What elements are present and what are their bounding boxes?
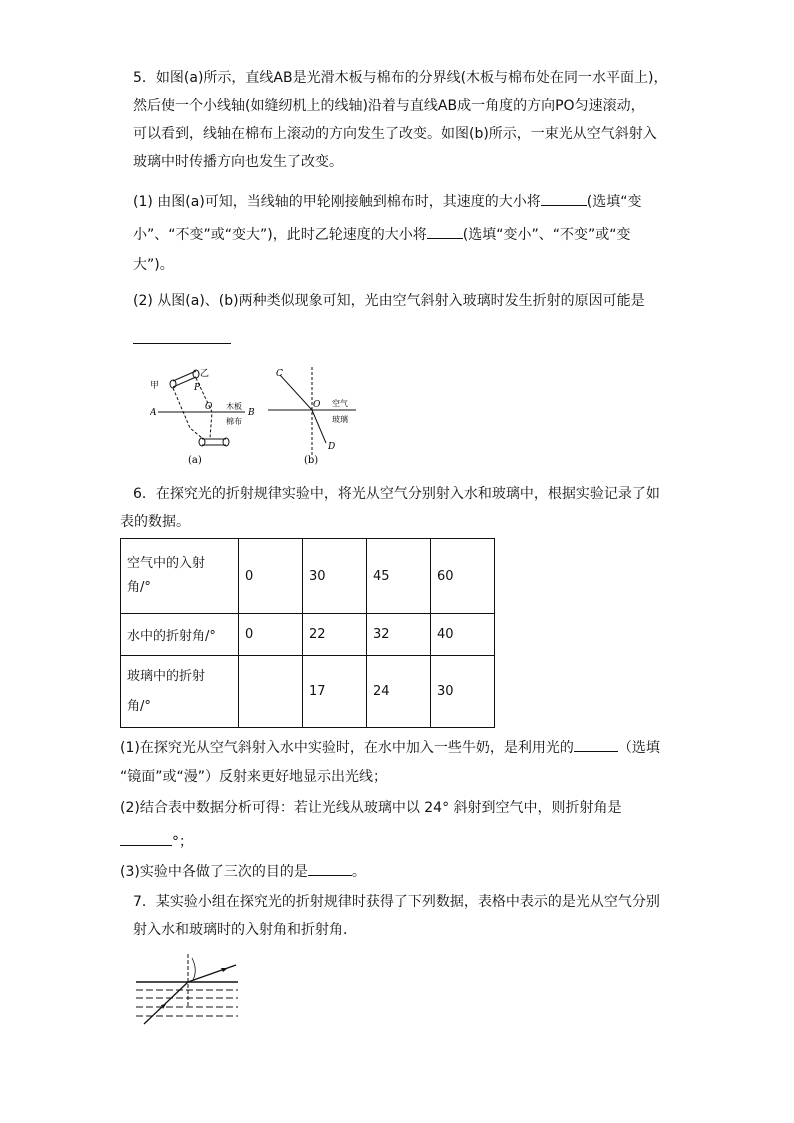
fig-a-label-mianbu: 棉布 — [226, 417, 242, 426]
q5-part1-line3: 大”)。 — [133, 257, 174, 273]
q6-part2-line1: (2)结合表中数据分析可得：若让光线从玻璃中以 24° 斜射到空气中，则折射角是 — [120, 800, 622, 816]
q6-part3 — [120, 860, 366, 882]
fig-a-label-jia: 甲 — [150, 381, 160, 391]
q7-line-1: 7．某实验小组在探究光的折射规律时获得了下列数据，表格中表示的是光从空气分别 — [133, 894, 660, 910]
fig-a-label-B: B — [248, 408, 255, 418]
table-cell: 60 — [431, 539, 495, 614]
q6-blank-3[interactable] — [308, 860, 352, 876]
q5-line-4: 玻璃中时传播方向也发生了改变。 — [133, 154, 343, 170]
figure-q7-refraction — [130, 952, 245, 1027]
table-cell: 30 — [303, 539, 367, 614]
refraction-data-table — [120, 538, 495, 728]
table-row — [121, 656, 495, 728]
q6-line-1: 6．在探究光的折射规律实验中，将光从空气分别射入水和玻璃中，根据实验记录了如 — [133, 486, 660, 502]
q5-p1-text-c: 小”、“不变”或“变大”)，此时乙轮速度的大小将 — [133, 227, 427, 243]
figure-a — [150, 362, 270, 467]
q6-p1-text-b: （选填 — [617, 740, 660, 756]
table-cell: 24 — [367, 656, 431, 728]
fig-b-caption: (b) — [304, 455, 319, 465]
q5-p1-text-d: (选填“变小”、“不变”或“变 — [462, 227, 631, 243]
q5-line-1: 5．如图(a)所示，直线AB是光滑木板与棉布的分界线(木板与棉布处在同一水平面上)， — [133, 70, 668, 86]
figure-b — [268, 365, 363, 465]
fig-b-label-C: C — [276, 369, 283, 379]
q5-part2-answer-line — [133, 328, 231, 350]
q5-line-3: 可以看到，线轴在棉布上滚动的方向发生了改变。如图(b)所示，一束光从空气斜射入 — [133, 126, 657, 142]
fig-a-label-yi: 乙 — [200, 369, 210, 379]
q6-line-2: 表的数据。 — [120, 514, 190, 530]
q5-blank-1[interactable] — [541, 190, 587, 206]
table-cell: 0 — [239, 539, 303, 614]
q5-part1-line2 — [133, 223, 630, 245]
fig-b-label-D: D — [328, 442, 336, 452]
fig-b-refracted-ray — [312, 410, 326, 443]
fig-b-label-air: 空气 — [332, 399, 348, 408]
table-cell: 0 — [239, 614, 303, 656]
table-cell: 17 — [303, 656, 367, 728]
q6-p3-text-a: (3)实验中各做了三次的目的是 — [120, 864, 308, 880]
table-row-header: 空气中的入射 角/° — [121, 539, 239, 614]
q6-blank-1[interactable] — [574, 736, 618, 752]
fig-a-label-O: O — [205, 402, 213, 412]
q6-part1-line1 — [120, 736, 660, 758]
fig-a-label-muban: 木板 — [226, 402, 242, 411]
table-cell — [239, 656, 303, 728]
fig-q7-arrow-2 — [221, 968, 228, 972]
fig-a-label-A: A — [150, 408, 157, 418]
fig-b-label-glass: 玻璃 — [332, 415, 348, 424]
table-cell: 40 — [431, 614, 495, 656]
table-row — [121, 539, 495, 614]
q5-p1-text-a: (1) 由图(a)可知，当线轴的甲轮刚接触到棉布时，其速度的大小将 — [133, 194, 541, 210]
table-row — [121, 614, 495, 656]
fig-a-caption: (a) — [188, 455, 202, 466]
q5-line-2: 然后使一个小线轴(如缝纫机上的线轴)沿着与直线AB成一角度的方向PO匀速滚动， — [133, 98, 645, 114]
q6-p1-text-a: (1)在探究光从空气斜射入水中实验时，在水中加入一些牛奶，是利用光的 — [120, 740, 574, 756]
q5-part1-line1 — [133, 190, 642, 212]
q6-part1-line2: “镜面”或“漫”）反射来更好地显示出光线； — [120, 769, 388, 785]
table-cell: 45 — [367, 539, 431, 614]
table-row-header: 玻璃中的折射 角/° — [121, 656, 239, 728]
fig-b-label-O: O — [313, 400, 321, 410]
q6-p3-text-b: 。 — [351, 864, 366, 880]
q6-blank-2[interactable] — [120, 830, 172, 846]
q7-line-2: 射入水和玻璃时的入射角和折射角． — [133, 922, 357, 938]
fig-q7-ray-in-water — [144, 982, 188, 1024]
fig-a-path-jia — [173, 388, 202, 438]
table-cell: 32 — [367, 614, 431, 656]
table-row-header: 水中的折射角/° — [121, 614, 239, 656]
q5-blank-2[interactable] — [427, 223, 463, 239]
fig-a-label-P: P — [194, 383, 201, 393]
table-cell: 30 — [431, 656, 495, 728]
q6-p2-text-b: °； — [172, 834, 193, 850]
fig-q7-arrow-1 — [161, 1004, 166, 1009]
q5-p1-text-b: (选填“变 — [586, 194, 642, 210]
table-cell: 22 — [303, 614, 367, 656]
q5-blank-3[interactable] — [133, 328, 231, 344]
fig-b-incident-ray — [280, 375, 312, 410]
q6-part2-line2 — [120, 830, 193, 852]
q5-part2: (2) 从图(a)、(b)两种类似现象可知，光由空气斜射入玻璃时发生折射的原因可能是 — [133, 293, 645, 309]
